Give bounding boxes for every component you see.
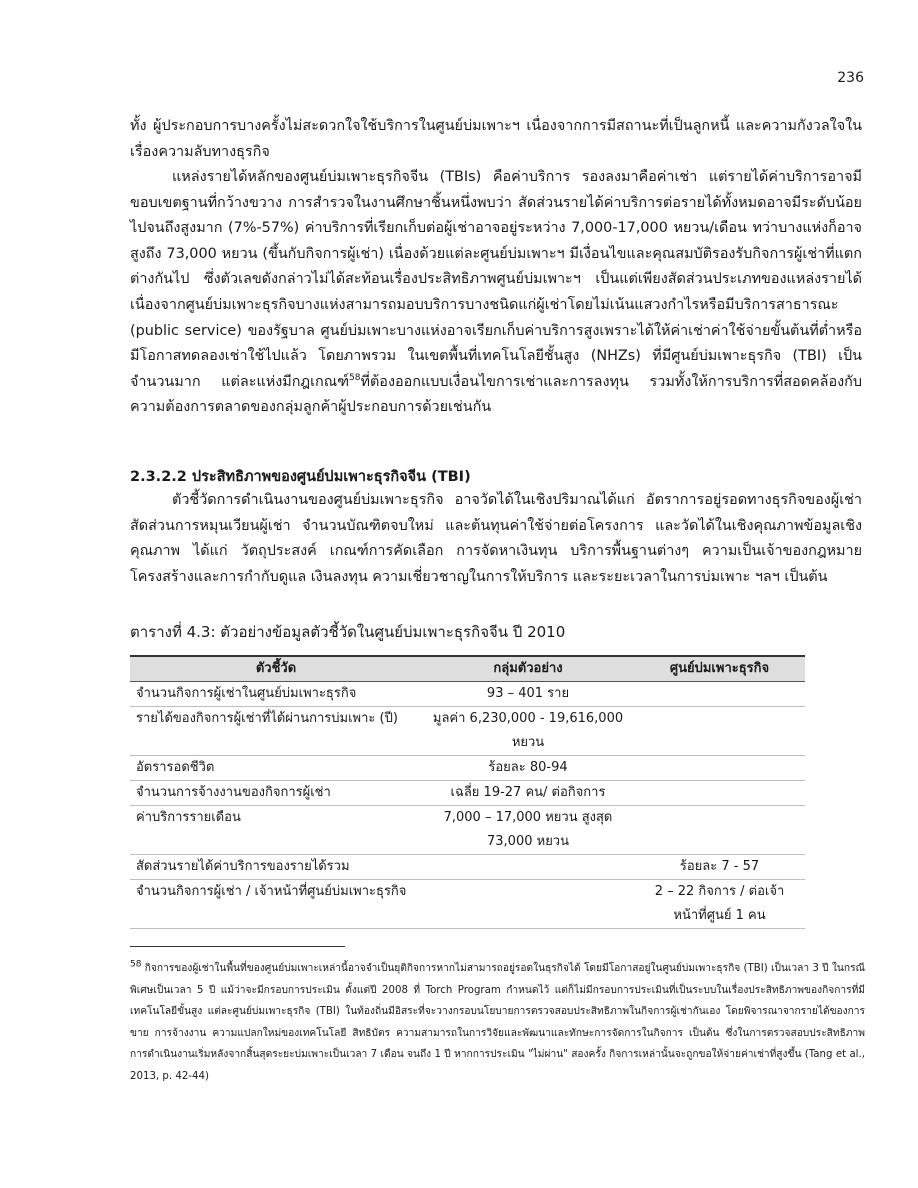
cell-sample: ร้อยละ 80-94 xyxy=(422,756,634,781)
cell-incubator xyxy=(634,682,805,707)
cell-sample: 93 – 401 ราย xyxy=(422,682,634,707)
cell-incubator xyxy=(634,756,805,781)
column-header-sample: กลุ่มตัวอย่าง xyxy=(422,656,634,682)
cell-incubator xyxy=(634,781,805,806)
cell-indicator: จำนวนกิจการผู้เช่าในศูนย์บ่มเพาะธุรกิจ xyxy=(130,682,422,707)
footnote xyxy=(130,958,865,1087)
footnote-text: กิจการของผู้เช่าในพื้นที่ของศูนย์บ่มเพาะเหล่านี้อาจจำเป็นยุติกิจการหากไม่สามารถอยู่รอดในธุรกิจได้ โดยมีโอกาสอยู่ในศูนย์บ่มเพาะธุรกิจ (TBI) เป็นเวลา 3 ปี ในกรณีพิเศษเป็นเวลา 5 ปี แม้ว่าจะมีกรอบการประเมิน ตั้งแต่ปี 2008 ที่ Torch Program กำหนดไว้ แต่ก็ไม่มีกรอบการประเมินที่เป็นระบบในเรื่องประสิทธิภาพของกิจการที่มีเทคโนโลยีขั้นสูง แต่ละศูนย์บ่มเพาะธุรกิจ (TBI) ในท้องถิ่นมีอิสระที่จะวางกรอบนโยบายการตรวจสอบประสิทธิภาพในกิจการผู้เช่ากันเอง โดยพิจารณาจากรายได้ของการขาย การจ้างงาน ความแปลกใหม่ของเทคโนโลยี สิทธิบัตร ความสามารถในการวิจัยและพัฒนาและทักษะการจัดการในกิจการ เป็นต้น ซึ่งในการตรวจสอบประสิทธิภาพการดำเนินงานเริ่มหลังจากสิ้นสุดระยะบ่มเพาะเป็นเวลา 7 เดือน จนถึง 1 ปี หากการประเมิน "ไม่ผ่าน" สองครั้ง กิจการเหล่านั้นจะถูกขอให้จ่ายค่าเช่าที่สูงขึ้น (Tang et al., 2013, p. 42-44) xyxy=(130,963,865,1082)
cell-indicator: ค่าบริการรายเดือน xyxy=(130,806,422,855)
cell-sample xyxy=(422,880,634,929)
page-number: 236 xyxy=(837,70,864,86)
table-caption: ตารางที่ 4.3: ตัวอย่างข้อมูลตัวชี้วัดในศูนย์บ่มเพาะธุรกิจจีน ปี 2010 xyxy=(130,623,566,641)
paragraph-revenue-sources xyxy=(130,165,862,421)
column-header-indicator: ตัวชี้วัด xyxy=(130,656,422,682)
cell-indicator: สัดส่วนรายได้ค่าบริการของรายได้รวม xyxy=(130,855,422,880)
cell-sample xyxy=(422,855,634,880)
table-row xyxy=(130,855,805,880)
paragraph-text: แหล่งรายได้หลักของศูนย์บ่มเพาะธุรกิจจีน (TBIs) คือค่าบริการ รองลงมาคือค่าเช่า แต่รายได้ค่าบริการอาจมีขอบเขตฐานที่กว้างขวาง การสำรวจในงานศึกษาชิ้นหนึ่งพบว่า สัดส่วนรายได้ค่าบริการต่อรายได้ทั้งหมดอาจมีระดับน้อยไปจนถึงสูงมาก (7%-57%) ค่าบริการที่เรียกเก็บต่อผู้เช่าอาจอยู่ระหว่าง 7,000-17,000 หยวน/เดือน ทว่าบางแห่งก็อาจสูงถึง 73,000 หยวน (ขึ้นกับกิจการผู้เช่า) เนื่องด้วยแต่ละศูนย์บ่มเพาะฯ มีเงื่อนไขและคุณสมบัติรองรับกิจการผู้เช่าที่แตกต่างกันไป ซึ่งตัวเลขดังกล่าวไม่ได้สะท้อนเรื่องประสิทธิภาพศูนย์บ่มเพาะฯ เป็นแต่เพียงสัดส่วนประเภทของแหล่งรายได้ เนื่องจากศูนย์บ่มเพาะธุรกิจบางแห่งสามารถมอบบริการบางชนิดแก่ผู้เช่าโดยไม่เน้นแสวงกำไรหรือมีบริการสาธารณะ (public service) ของรัฐบาล ศูนย์บ่มเพาะบางแห่งอาจเรียกเก็บค่าบริการสูงเพราะได้ให้ค่าเช่าค่าใช้จ่ายขั้นต้นที่ต่ำหรือมีโอกาสทดลองเช่าใช้ไปแล้ว โดยภาพรวม ในเขตพื้นที่เทคโนโลยีชั้นสูง (NHZs) ที่มีศูนย์บ่มเพาะธุรกิจ (TBI) เป็นจำนวนมาก แต่ละแห่งมีกฎเกณฑ์ xyxy=(130,169,862,390)
cell-sample: 7,000 – 17,000 หยวน สูงสุด 73,000 หยวน xyxy=(422,806,634,855)
section-heading: 2.3.2.2 ประสิทธิภาพของศูนย์บ่มเพาะธุรกิจจีน (TBI) xyxy=(130,469,471,485)
table-header-row xyxy=(130,656,805,682)
cell-sample: เฉลี่ย 19-27 คน/ ต่อกิจการ xyxy=(422,781,634,806)
cell-incubator xyxy=(634,707,805,756)
table-row xyxy=(130,806,805,855)
cell-indicator: จำนวนกิจการผู้เช่า / เจ้าหน้าที่ศูนย์บ่มเพาะธุรกิจ xyxy=(130,880,422,929)
cell-sample: มูลค่า 6,230,000 - 19,616,000 หยวน xyxy=(422,707,634,756)
footnote-marker: 58 xyxy=(130,959,142,970)
cell-indicator: จำนวนการจ้างงานของกิจการผู้เช่า xyxy=(130,781,422,806)
cell-indicator: อัตรารอดชีวิต xyxy=(130,756,422,781)
table-row xyxy=(130,781,805,806)
cell-incubator xyxy=(634,806,805,855)
column-header-incubator: ศูนย์บ่มเพาะธุรกิจ xyxy=(634,656,805,682)
paragraph-text-continued: ที่ต้องออกแบบเงื่อนไขการเช่าและการลงทุน รวมทั้งให้การบริการที่สอดคล้องกับความต้องการตลาดของกลุ่มลูกค้าผู้ประกอบการด้วยเช่นกัน xyxy=(130,373,862,416)
footnote-divider xyxy=(130,946,345,947)
table-row xyxy=(130,682,805,707)
table-row xyxy=(130,880,805,929)
cell-indicator: รายได้ของกิจการผู้เช่าที่ได้ผ่านการบ่มเพาะ (ปี) xyxy=(130,707,422,756)
cell-incubator: ร้อยละ 7 - 57 xyxy=(634,855,805,880)
table-row xyxy=(130,756,805,781)
paragraph-continuation: ทั้ง ผู้ประกอบการบางครั้งไม่สะดวกใจใช้บริการในศูนย์บ่มเพาะฯ เนื่องจากการมีสถานะที่เป็นลูกหนี้ และความกังวลใจในเรื่องความลับทางธุรกิจ xyxy=(130,118,862,160)
paragraph-indicators: ตัวชี้วัดการดำเนินงานของศูนย์บ่มเพาะธุรกิจ อาจวัดได้ในเชิงปริมาณได้แก่ อัตราการอยู่รอดทางธุรกิจของผู้เช่า สัดส่วนการหมุนเวียนผู้เช่า จำนวนบัณฑิตจบใหม่ และต้นทุนค่าใช้จ่ายต่อโครงการ และวัดได้ในเชิงคุณภาพข้อมูลเชิงคุณภาพ ได้แก่ วัตถุประสงค์ เกณฑ์การคัดเลือก การจัดหาเงินทุน บริการพื้นฐานต่างๆ ความเป็นเจ้าของกฎหมาย โครงสร้างและการกำกับดูแล เงินลงทุน ความเชี่ยวชาญในการให้บริการ และระยะเวลาในการบ่มเพาะ ฯลฯ เป็นต้น xyxy=(130,492,862,585)
cell-incubator: 2 – 22 กิจการ / ต่อเจ้าหน้าที่ศูนย์ 1 คน xyxy=(634,880,805,929)
indicator-table xyxy=(130,655,805,929)
table-row xyxy=(130,707,805,756)
footnote-reference[interactable]: 58 xyxy=(349,372,361,383)
